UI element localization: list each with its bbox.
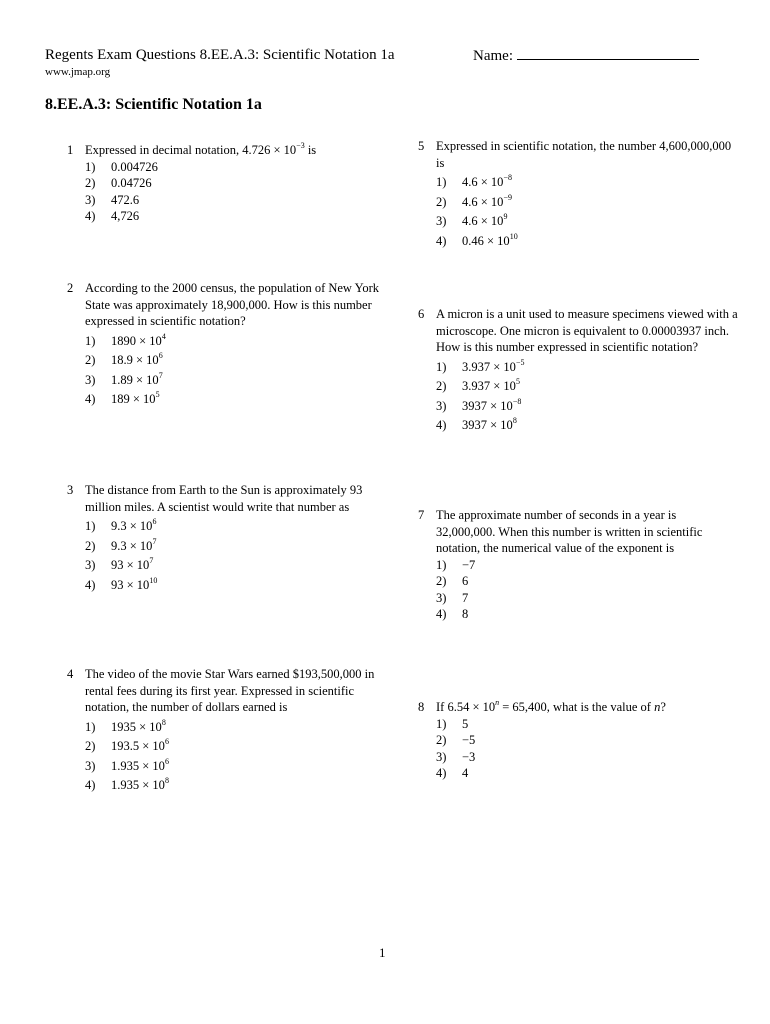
answer-choice: 4) $0.46 \times 10^{10}$	[436, 231, 518, 248]
question-stem: Expressed in scientific notation, the number 4,600,000,000 is	[436, 139, 732, 170]
question-stem: Expressed in decimal notation, $4.726 \times 10^{-3}$ is	[85, 141, 317, 157]
question-4	[67, 666, 387, 794]
answer-choice: 1) $3.937 \times 10^{-5}$	[436, 357, 525, 374]
question-number: 4	[67, 667, 74, 681]
answer-choice: 1) 5	[436, 716, 469, 731]
document-title: 8.EE.A.3: Scientific Notation 1a	[45, 96, 262, 113]
answer-choice: 4) $1.935 \times 10^8$	[85, 776, 169, 792]
answer-choice: 3) 472.6	[85, 192, 140, 207]
question-number: 3	[67, 483, 74, 497]
question-stem: The approximate number of seconds in a year is 32,000,000. When this number is written in scientific notation, the numerical value of the exponent is	[436, 508, 703, 555]
answer-choices	[85, 159, 387, 225]
answer-choices	[436, 171, 738, 249]
answer-choice: 2) 6	[436, 574, 469, 588]
answer-choice: 3) $1.935 \times 10^6$	[85, 756, 169, 773]
name-blank-line	[517, 47, 699, 60]
answer-choice: 4) 4,726	[85, 209, 140, 223]
answer-choices	[85, 515, 387, 593]
question-3	[67, 482, 387, 593]
question-stem: If $6.54 \times 10^n = 65,400$, what is the value of n?	[436, 698, 666, 714]
answer-choices	[436, 716, 738, 782]
question-stem: The video of the movie Star Wars earned $193,500,000 in rental fees during its first year. Expressed in scientific notation, the number of dollars earned is	[85, 667, 375, 714]
question-number: 1	[67, 143, 74, 157]
answer-choice: 3) $3937 \times 10^{-8}$	[436, 396, 522, 413]
answer-choice: 2) 0.04726	[85, 176, 152, 190]
question-stem: The distance from Earth to the Sun is approximately 93 million miles. A scientist would write that number as	[85, 483, 363, 514]
question-2	[67, 280, 387, 408]
answer-choices	[85, 330, 387, 408]
answer-choice: 2) $4.6 \times 10^{-9}$	[436, 192, 512, 209]
answer-choices	[85, 716, 387, 794]
answer-choice: 1) −7	[436, 557, 476, 572]
question-number: 5	[418, 139, 425, 153]
answer-choice: 2) $18.9 \times 10^6$	[85, 351, 163, 367]
answer-choice: 4) $3937 \times 10^8$	[436, 416, 517, 432]
answer-choice: 2) $193.5 \times 10^6$	[85, 737, 169, 753]
question-number: 6	[418, 307, 425, 321]
header-title: Regents Exam Questions 8.EE.A.3: Scientific Notation 1a	[45, 47, 395, 63]
question-number: 8	[418, 700, 425, 714]
question-7	[418, 507, 738, 623]
page-number: 1	[379, 945, 386, 960]
answer-choice: 1) $4.6 \times 10^{-8}$	[436, 173, 512, 189]
question-number: 7	[418, 508, 425, 522]
answer-choice: 4) $93 \times 10^{10}$	[85, 575, 158, 592]
question-stem: According to the 2000 census, the population of New York State was approximately 18,900,000. How is this number expressed in scientific notation?	[85, 281, 380, 328]
name-field	[473, 47, 699, 65]
question-number: 2	[67, 281, 74, 295]
answer-choice: 1) $1935 \times 10^8$	[85, 717, 166, 734]
header-site: www.jmap.org	[45, 66, 111, 78]
answer-choice: 4) 4	[436, 766, 469, 780]
answer-choice: 3) 7	[436, 590, 469, 605]
answer-choice: 3) $4.6 \times 10^9$	[436, 212, 508, 228]
answer-choice: 2) −5	[436, 733, 476, 747]
answer-choices	[436, 356, 738, 434]
answer-choice: 1) $1890 \times 10^4$	[85, 331, 166, 348]
answer-choice: 3) $93 \times 10^7$	[85, 556, 154, 572]
answer-choice: 2) $9.3 \times 10^7$	[85, 536, 157, 553]
answer-choice: 3) −3	[436, 749, 476, 764]
question-5	[418, 138, 738, 249]
question-stem: A micron is a unit used to measure specimens viewed with a microscope. One micron is equivalent to 0.00003937 inch. How is this number expressed in scientific notation?	[436, 307, 738, 354]
answer-choices	[436, 557, 738, 623]
question-8	[418, 699, 738, 782]
name-label: Name:	[473, 48, 513, 64]
answer-choice: 4) $189 \times 10^5$	[85, 390, 160, 406]
answer-choice: 2) $3.937 \times 10^5$	[436, 377, 520, 393]
question-6	[418, 306, 738, 434]
answer-choice: 1) $9.3 \times 10^6$	[85, 517, 157, 533]
answer-choice: 1) 0.004726	[85, 159, 158, 174]
question-1	[67, 142, 387, 225]
answer-choice: 4) 8	[436, 607, 469, 621]
answer-choice: 3) $1.89 \times 10^7$	[85, 370, 163, 387]
